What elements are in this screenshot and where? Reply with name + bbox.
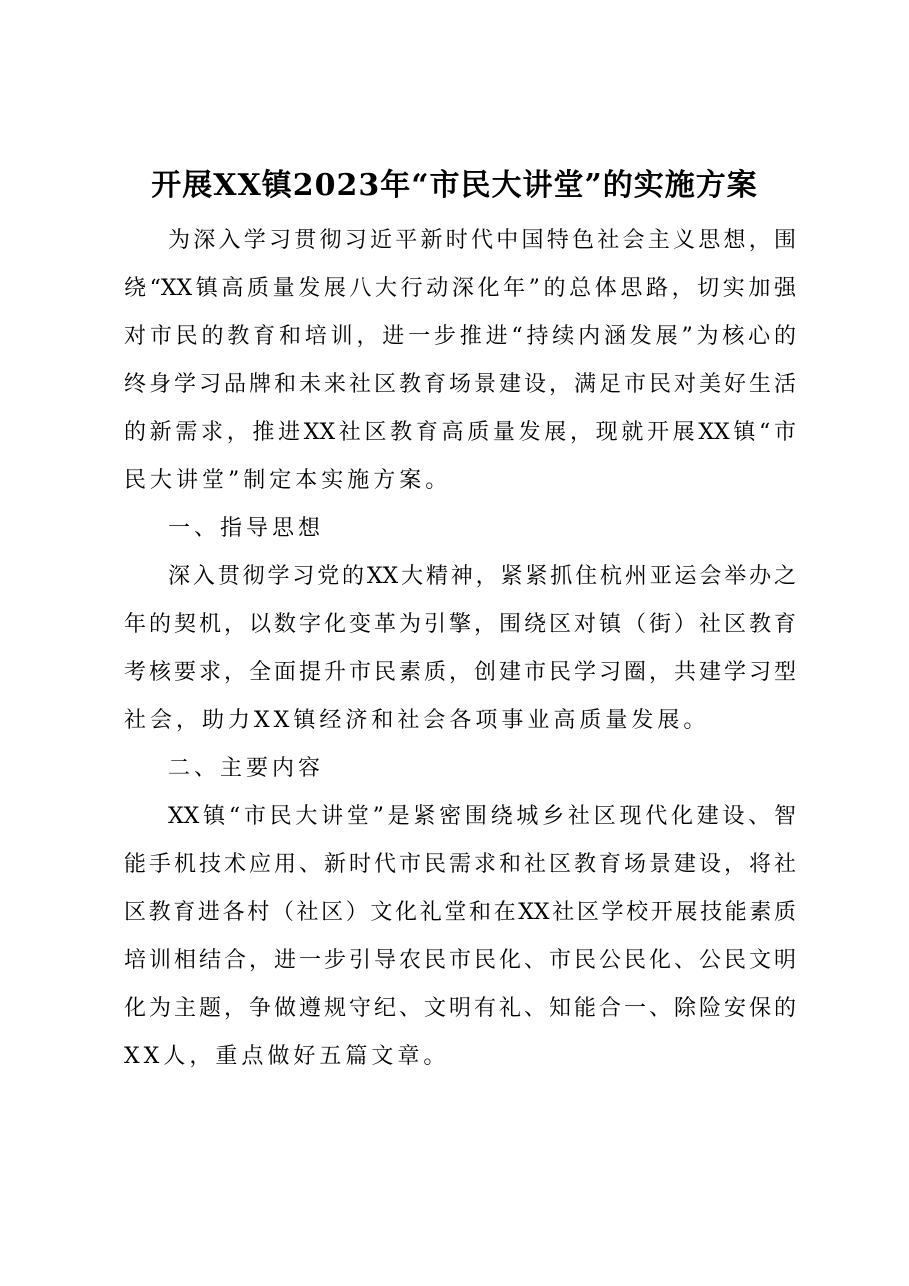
- section2-line-3: 区教育进各村（社区）文化礼堂和在XX社区学校开展技能素质: [124, 900, 796, 925]
- section1-line-3: 考核要求，全面提升市民素质，创建市民学习圈，共建学习型: [124, 660, 796, 685]
- intro-line-6: 民大讲堂”制定本实施方案。: [124, 468, 452, 493]
- intro-line-3: 对市民的教育和培训，进一步推进“持续内涵发展”为核心的: [124, 324, 796, 349]
- section-heading-guiding-thought: 一、指导思想: [168, 516, 325, 541]
- section1-line-1: 深入贯彻学习党的XX大精神，紧紧抓住杭州亚运会举办之: [168, 564, 796, 589]
- document-title: 开展XX镇2023年“市民大讲堂”的实施方案: [151, 168, 758, 203]
- section2-line-1: XX镇“市民大讲堂”是紧密围绕城乡社区现代化建设、智: [168, 804, 796, 829]
- section2-line-2: 能手机技术应用、新时代市民需求和社区教育场景建设，将社: [124, 852, 796, 877]
- section2-line-4: 培训相结合，进一步引导农民市民化、市民公民化、公民文明: [124, 948, 796, 973]
- section1-line-4: 社会，助力XX镇经济和社会各项事业高质量发展。: [124, 708, 710, 733]
- intro-line-4: 终身学习品牌和未来社区教育场景建设，满足市民对美好生活: [124, 372, 796, 397]
- section2-line-5: 化为主题，争做遵规守纪、文明有礼、知能合一、除险安保的: [124, 996, 796, 1021]
- intro-line-1: 为深入学习贯彻习近平新时代中国特色社会主义思想，围: [168, 228, 796, 253]
- section1-line-2: 年的契机，以数字化变革为引擎，围绕区对镇（街）社区教育: [124, 612, 796, 637]
- intro-line-2: 绕“XX镇高质量发展八大行动深化年”的总体思路，切实加强: [124, 276, 796, 301]
- section-heading-main-content: 二、主要内容: [168, 756, 325, 781]
- section2-line-6: XX人，重点做好五篇文章。: [124, 1044, 450, 1069]
- intro-line-5: 的新需求，推进XX社区教育高质量发展，现就开展XX镇“市: [124, 420, 796, 445]
